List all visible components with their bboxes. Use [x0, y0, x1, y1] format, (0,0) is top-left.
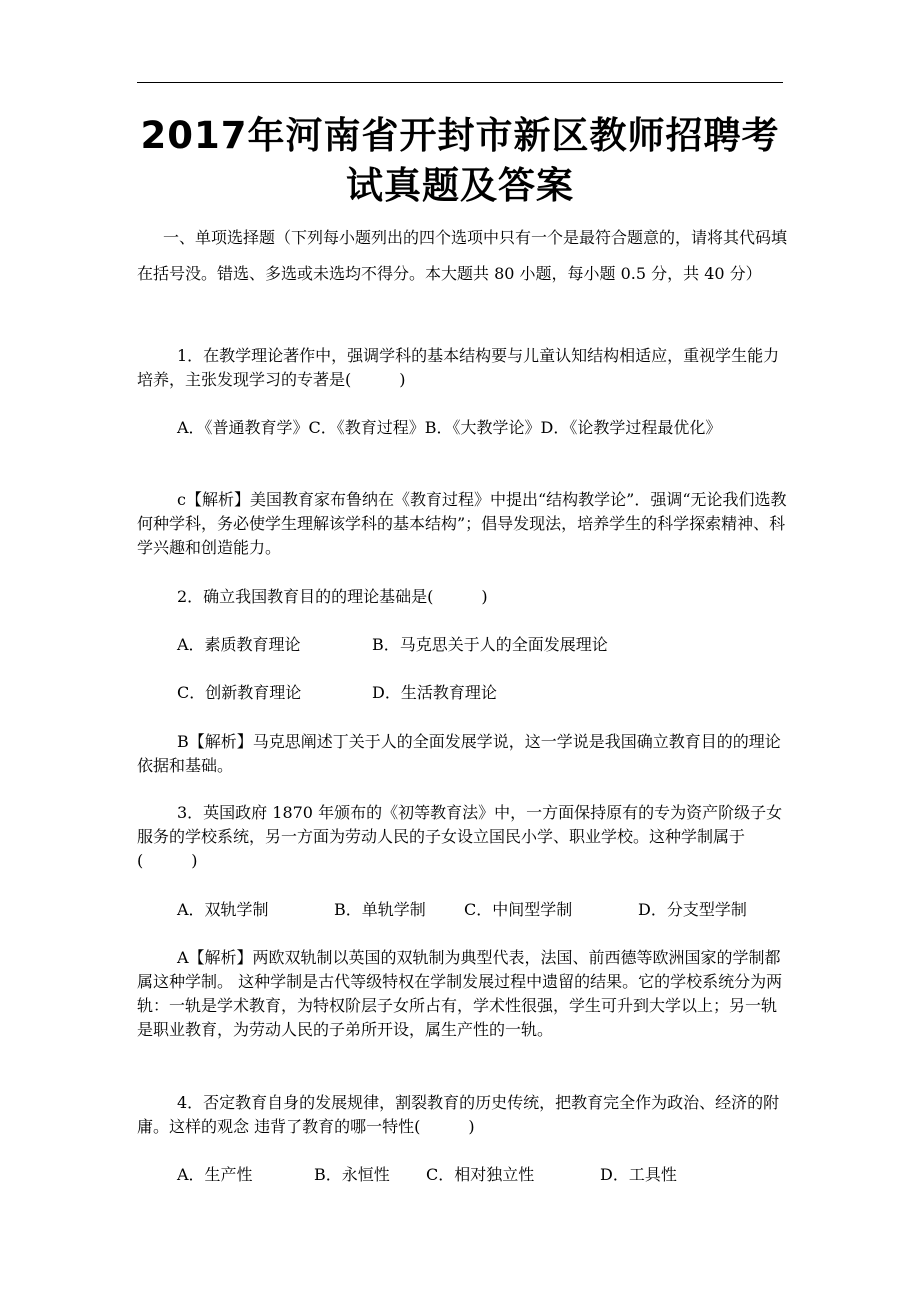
q1-stem: 1．在教学理论著作中，强调学科的基本结构要与儿童认知结构相适应，重视学生能力培养，主张发现学习的专著是( ) — [137, 346, 780, 389]
q4-option-a: A．生产性 — [177, 1165, 253, 1184]
q4-stem: 4．否定教育自身的发展规律，割裂教育的历史传统，把教育完全作为政治、经济的附庸。这样的观念 违背了教育的哪一特性( ) — [137, 1093, 780, 1136]
q2-option-d: D．生活教育理论 — [372, 683, 497, 702]
q2-answer: B【解析】马克思阐述丁关于人的全面发展学说，这一学说是我国确立教育目的的理论依据和基础。 — [137, 732, 781, 775]
q1-options: A．《普通教育学》C．《教育过程》B．《大教学论》D．《论教学过程最优化》 — [177, 418, 722, 437]
doc-title-line2: 试真题及答案 — [346, 164, 574, 207]
q3-answer: A【解析】两欧双轨制以英国的双轨制为典型代表，法国、前西德等欧洲国家的学制都属这种学制。 这种学制是古代等级特权在学制发展过程中遗留的结果。它的学校系统分为两轨：一轨是学术教育，为特权阶层子女所占有，学术性很强，学生可升到大学以上；另一轨是职业教育，为劳动人民的子弟所开设，属生产性的一轨。 — [137, 948, 783, 1039]
header-rule — [137, 82, 783, 83]
section-intro: 一、单项选择题（下列每小题列出的四个选项中只有一个是最符合题意的，请将其代码填在括号没。错选、多选或未选均不得分。本大题共 80 小题，每小题 0.5 分，共 40 分） — [137, 228, 788, 283]
q3-option-d: D．分支型学制 — [638, 900, 747, 919]
q2-stem: 2．确立我国教育目的的理论基础是( ) — [177, 587, 488, 606]
q4-options — [177, 1163, 677, 1187]
q2-options-row2 — [177, 681, 497, 705]
q3-options — [177, 898, 747, 922]
q3-option-a: A．双轨学制 — [177, 900, 269, 919]
q1-answer: c【解析】美国教育家布鲁纳在《教育过程》中提出“结构教学论”．强调“无论我们选教何种学科，务必使学生理解该学科的基本结构”；倡导发现法，培养学生的科学探索精神、科学兴趣和创造能力。 — [137, 490, 787, 557]
q3-option-c: C．中间型学制 — [464, 900, 573, 919]
q2-options-row1 — [177, 633, 608, 657]
q4-option-c: C．相对独立性 — [426, 1165, 535, 1184]
q2-option-c: C．创新教育理论 — [177, 683, 302, 702]
q4-option-d: D．工具性 — [600, 1165, 677, 1184]
q2-option-b: B．马克思关于人的全面发展理论 — [372, 635, 608, 654]
q4-option-b: B．永恒性 — [314, 1165, 390, 1184]
doc-title-line1: 2017年河南省开封市新区教师招聘考 — [140, 114, 780, 157]
q3-option-b: B．单轨学制 — [334, 900, 426, 919]
q2-option-a: A．素质教育理论 — [177, 635, 301, 654]
q3-stem: 3．英国政府 1870 年颁布的《初等教育法》中，一方面保持原有的专为资产阶级子女服务的学校系统，另一方面为劳动人民的子女设立国民小学、职业学校。这种学制属于( ) — [137, 803, 783, 870]
